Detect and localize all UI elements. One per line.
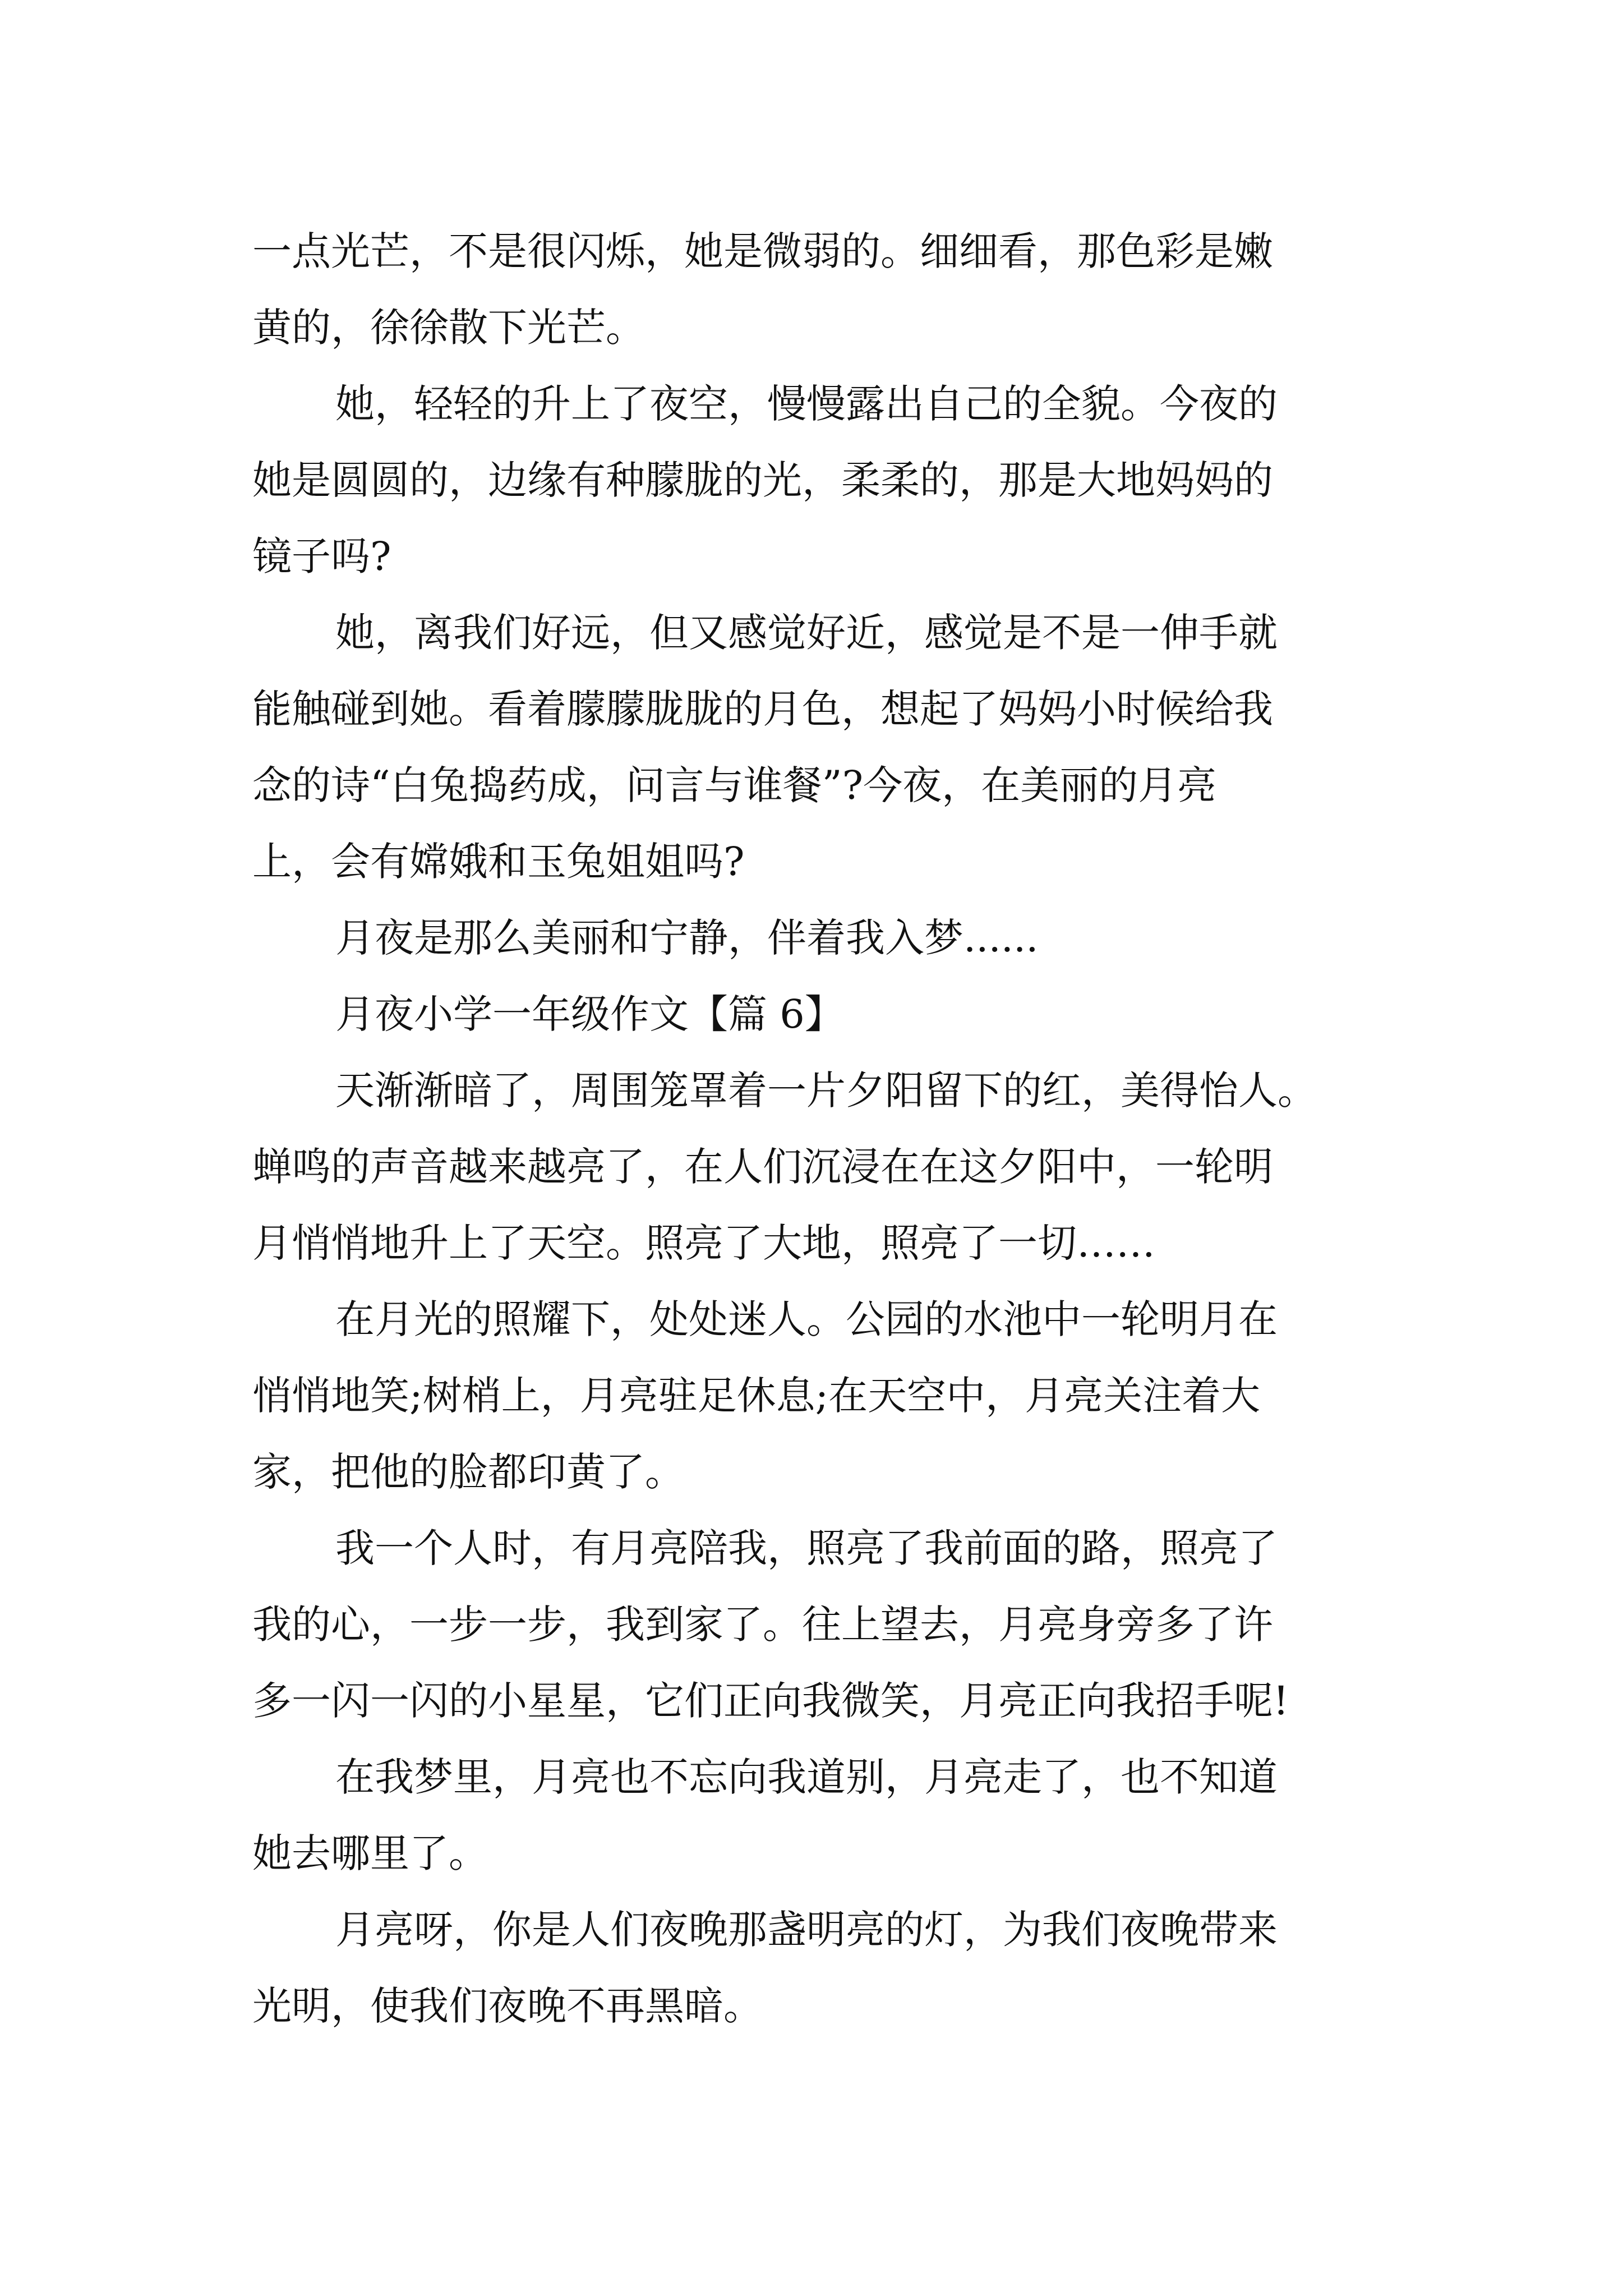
text-line: 她去哪里了。 <box>252 1830 488 1876</box>
text-line: 悄悄地笑;树梢上，月亮驻足休息;在天空中，月亮关注着大 <box>252 1373 1261 1419</box>
text-line: 家，把他的脸都印黄了。 <box>252 1449 684 1495</box>
text-line: 念的诗“白兔捣药成，问言与谁餐”?今夜，在美丽的月亮 <box>252 762 1217 808</box>
text-line: 在月光的照耀下，处处迷人。公园的水池中一轮明月在 <box>335 1296 1278 1342</box>
text-line: 她，离我们好远，但又感觉好近，感觉是不是一伸手就 <box>335 610 1278 656</box>
text-line: 天渐渐暗了，周围笼罩着一片夕阳留下的红，美得怡人。 <box>335 1068 1317 1114</box>
text-line: 月夜小学一年级作文【篇 6】 <box>335 991 844 1037</box>
text-line: 光明，使我们夜晚不再黑暗。 <box>252 1983 763 2029</box>
text-line: 多一闪一闪的小星星，它们正向我微笑，月亮正向我招手呢! <box>252 1678 1289 1724</box>
text-line: 我一个人时，有月亮陪我，照亮了我前面的路，照亮了 <box>335 1525 1278 1571</box>
body-text <box>252 213 1391 2044</box>
text-line: 月亮呀，你是人们夜晚那盏明亮的灯，为我们夜晚带来 <box>335 1907 1278 1953</box>
text-line: 她，轻轻的升上了夜空，慢慢露出自己的全貌。今夜的 <box>335 381 1278 427</box>
text-line: 上，会有嫦娥和玉兔姐姐吗? <box>252 839 745 885</box>
text-line: 月夜是那么美丽和宁静，伴着我入梦...... <box>335 915 1039 961</box>
text-line: 镜子吗? <box>252 533 391 579</box>
text-line: 蝉鸣的声音越来越亮了，在人们沉浸在在这夕阳中，一轮明 <box>252 1144 1273 1190</box>
text-line: 月悄悄地升上了天空。照亮了大地，照亮了一切…… <box>252 1220 1155 1266</box>
text-line: 黄的，徐徐散下光芒。 <box>252 305 645 351</box>
text-line: 一点光芒，不是很闪烁，她是微弱的。细细看，那色彩是嫩 <box>252 228 1273 274</box>
text-line: 我的心，一步一步，我到家了。往上望去，月亮身旁多了许 <box>252 1602 1273 1648</box>
text-line: 能触碰到她。看着朦朦胧胧的月色，想起了妈妈小时候给我 <box>252 686 1273 732</box>
text-line: 她是圆圆的，边缘有种朦胧的光，柔柔的，那是大地妈妈的 <box>252 457 1273 503</box>
text-line: 在我梦里，月亮也不忘向我道别，月亮走了，也不知道 <box>335 1754 1278 1800</box>
document-page <box>252 213 1391 2044</box>
